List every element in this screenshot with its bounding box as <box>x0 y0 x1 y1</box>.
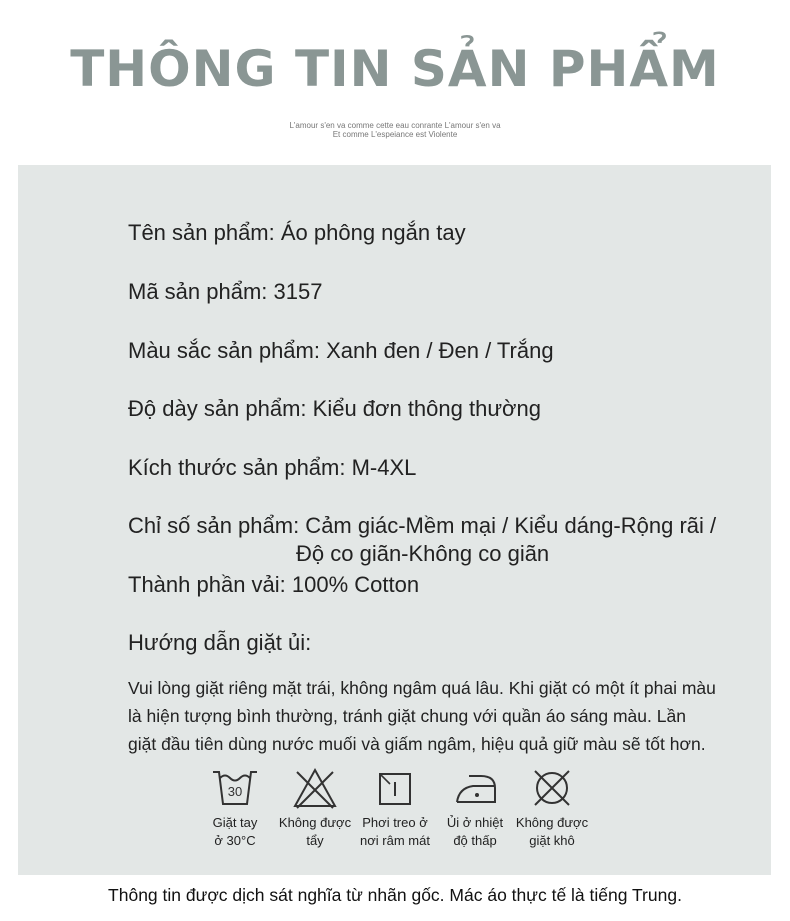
iron-label-line-1: Ủi ở nhiệt <box>446 815 504 830</box>
care-line-1: Vui lòng giặt riêng mặt trái, không ngâm quá lâu. Khi giặt có một ít phai màu <box>128 678 716 698</box>
product-index: Chỉ số sản phẩm: Cảm giác-Mềm mại / Kiểu dáng-Rộng rãi / <box>128 513 717 538</box>
bleach-label <box>270 814 360 850</box>
no-bleach-icon <box>291 766 339 810</box>
bleach-label-line-1: Không được <box>278 815 352 830</box>
wash-label-line-1: Giặt tay <box>212 815 258 830</box>
wash-label <box>190 814 280 850</box>
care-item-bleach <box>270 766 360 850</box>
product-thickness: Độ dày sản phẩm: Kiểu đơn thông thường <box>128 396 541 421</box>
wash-label-line-2: ở 30°C <box>214 833 256 848</box>
iron-low-icon <box>451 766 499 810</box>
dry-clean-label-line-2: giặt khô <box>529 833 575 848</box>
page-title: THÔNG TIN SẢN PHẨM <box>70 40 720 98</box>
care-instructions <box>128 674 728 758</box>
iron-label-line-2: độ thấp <box>453 833 497 848</box>
product-code: Mã sản phẩm: 3157 <box>128 279 323 304</box>
dry-clean-label-line-1: Không được <box>515 815 589 830</box>
subtitle-line-1: L'amour s'en va comme cette eau conrante L'amour s'en va <box>289 121 501 130</box>
line-dry-shade-icon <box>371 766 419 810</box>
product-color: Màu sắc sản phẩm: Xanh đen / Đen / Trắng <box>128 338 554 363</box>
bleach-label-line-2: tẩy <box>306 833 324 848</box>
wash-30-icon <box>211 766 259 810</box>
no-dry-clean-icon <box>528 766 576 810</box>
subtitle-line-2: Et comme L'espeiance est Violente <box>332 130 458 139</box>
care-line-3: giặt đầu tiên dùng nước muối và giấm ngâm, hiệu quả giữ màu sẽ tốt hơn. <box>128 734 706 754</box>
dry-clean-label <box>507 814 597 850</box>
subtitle <box>0 121 790 139</box>
product-name: Tên sản phẩm: Áo phông ngắn tay <box>128 220 466 245</box>
product-fabric: Thành phần vải: 100% Cotton <box>128 572 420 597</box>
dry-label-line-2: nơi râm mát <box>360 833 430 848</box>
care-line-2: là hiện tượng bình thường, tránh giặt chung với quần áo sáng màu. Lần <box>128 706 686 726</box>
care-item-dry <box>350 766 440 850</box>
care-item-wash <box>190 766 280 850</box>
care-item-dry-clean <box>507 766 597 850</box>
dry-label-line-1: Phơi treo ở <box>362 815 428 830</box>
dry-label <box>350 814 440 850</box>
product-size: Kích thước sản phẩm: M-4XL <box>128 455 417 480</box>
product-index-continued: Độ co giãn-Không co giãn <box>296 541 550 566</box>
translation-note: Thông tin được dịch sát nghĩa từ nhãn gốc. Mác áo thực tế là tiếng Trung. <box>108 885 682 905</box>
wash-temperature: 30 <box>227 784 243 799</box>
care-icons <box>0 766 790 866</box>
care-heading: Hướng dẫn giặt ủi: <box>128 630 312 655</box>
